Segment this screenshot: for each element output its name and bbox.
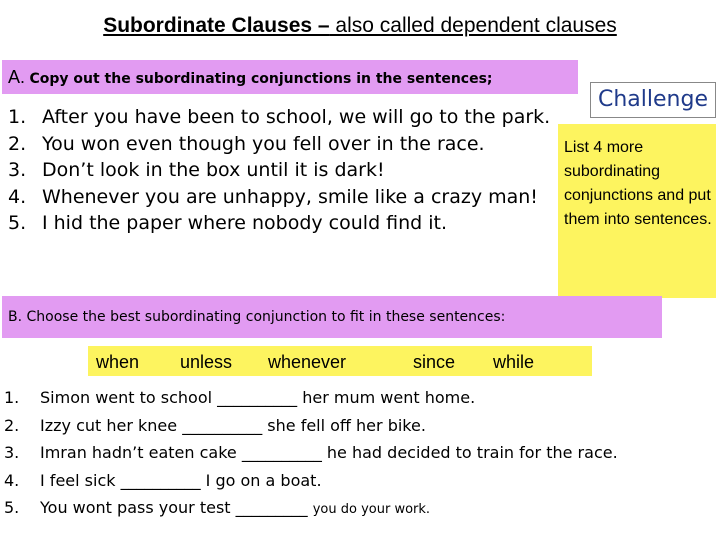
section-b-sentence-list	[4, 384, 716, 524]
section-a-instruction	[2, 60, 578, 94]
list-item	[8, 157, 553, 184]
item-number: 1.	[8, 106, 27, 128]
list-item	[4, 384, 716, 412]
list-item	[4, 494, 716, 524]
sentence-text: Don’t look in the box until it is dark!	[42, 159, 385, 182]
challenge-title: Challenge	[590, 82, 716, 118]
item-number: 2.	[8, 132, 27, 155]
word-bank-item: whenever	[268, 352, 347, 372]
item-number: 3.	[4, 443, 20, 462]
section-a-letter: A.	[8, 67, 26, 87]
sentence-text: Simon went to school __________ her mum went home.	[40, 388, 476, 407]
page-title	[0, 12, 720, 40]
list-item	[4, 439, 716, 467]
list-item	[8, 184, 553, 211]
item-number: 4.	[8, 185, 27, 208]
item-number: 4.	[4, 470, 20, 490]
word-bank-item: since	[413, 352, 456, 372]
list-item	[8, 104, 553, 131]
item-number: 3.	[8, 159, 27, 182]
challenge-text: List 4 more subordinating conjunctions and put them into sentences.	[564, 139, 712, 228]
section-a-instruction-text: Copy out the subordinating conjunctions in the sentences;	[29, 71, 493, 87]
sentence-text: Imran hadn’t eaten cake __________ he had decided to train for the race.	[40, 443, 618, 462]
section-b-instruction: B. Choose the best subordinating conjunction to fit in these sentences:	[2, 296, 662, 338]
sentence-text: You wont pass your test _________	[40, 498, 313, 517]
item-number: 1.	[4, 388, 20, 407]
list-item	[4, 467, 716, 495]
title-subtitle: also called dependent clauses	[329, 14, 617, 37]
word-bank-item: unless	[180, 352, 233, 372]
word-bank-item: while	[493, 352, 535, 372]
list-item	[8, 131, 553, 158]
sentence-text: After you have been to school, we will go to the park.	[42, 106, 551, 128]
word-bank-item: when	[96, 352, 140, 372]
item-number: 5.	[8, 212, 27, 235]
sentence-text: You won even though you fell over in the race.	[42, 132, 485, 155]
list-item	[8, 210, 553, 237]
item-number: 2.	[4, 415, 20, 435]
sentence-text: Izzy cut her knee __________ she fell off her bike.	[40, 415, 426, 435]
sentence-ending: you do your work.	[312, 502, 431, 517]
item-number: 5.	[4, 498, 20, 517]
sentence-text: Whenever you are unhappy, smile like a crazy man!	[42, 185, 538, 208]
list-item	[4, 412, 716, 440]
section-a-sentence-list	[8, 104, 553, 237]
sentence-text: I hid the paper where nobody could find it.	[42, 212, 448, 235]
sentence-text: I feel sick __________ I go on a boat.	[40, 470, 322, 490]
title-main: Subordinate Clauses –	[103, 14, 330, 37]
